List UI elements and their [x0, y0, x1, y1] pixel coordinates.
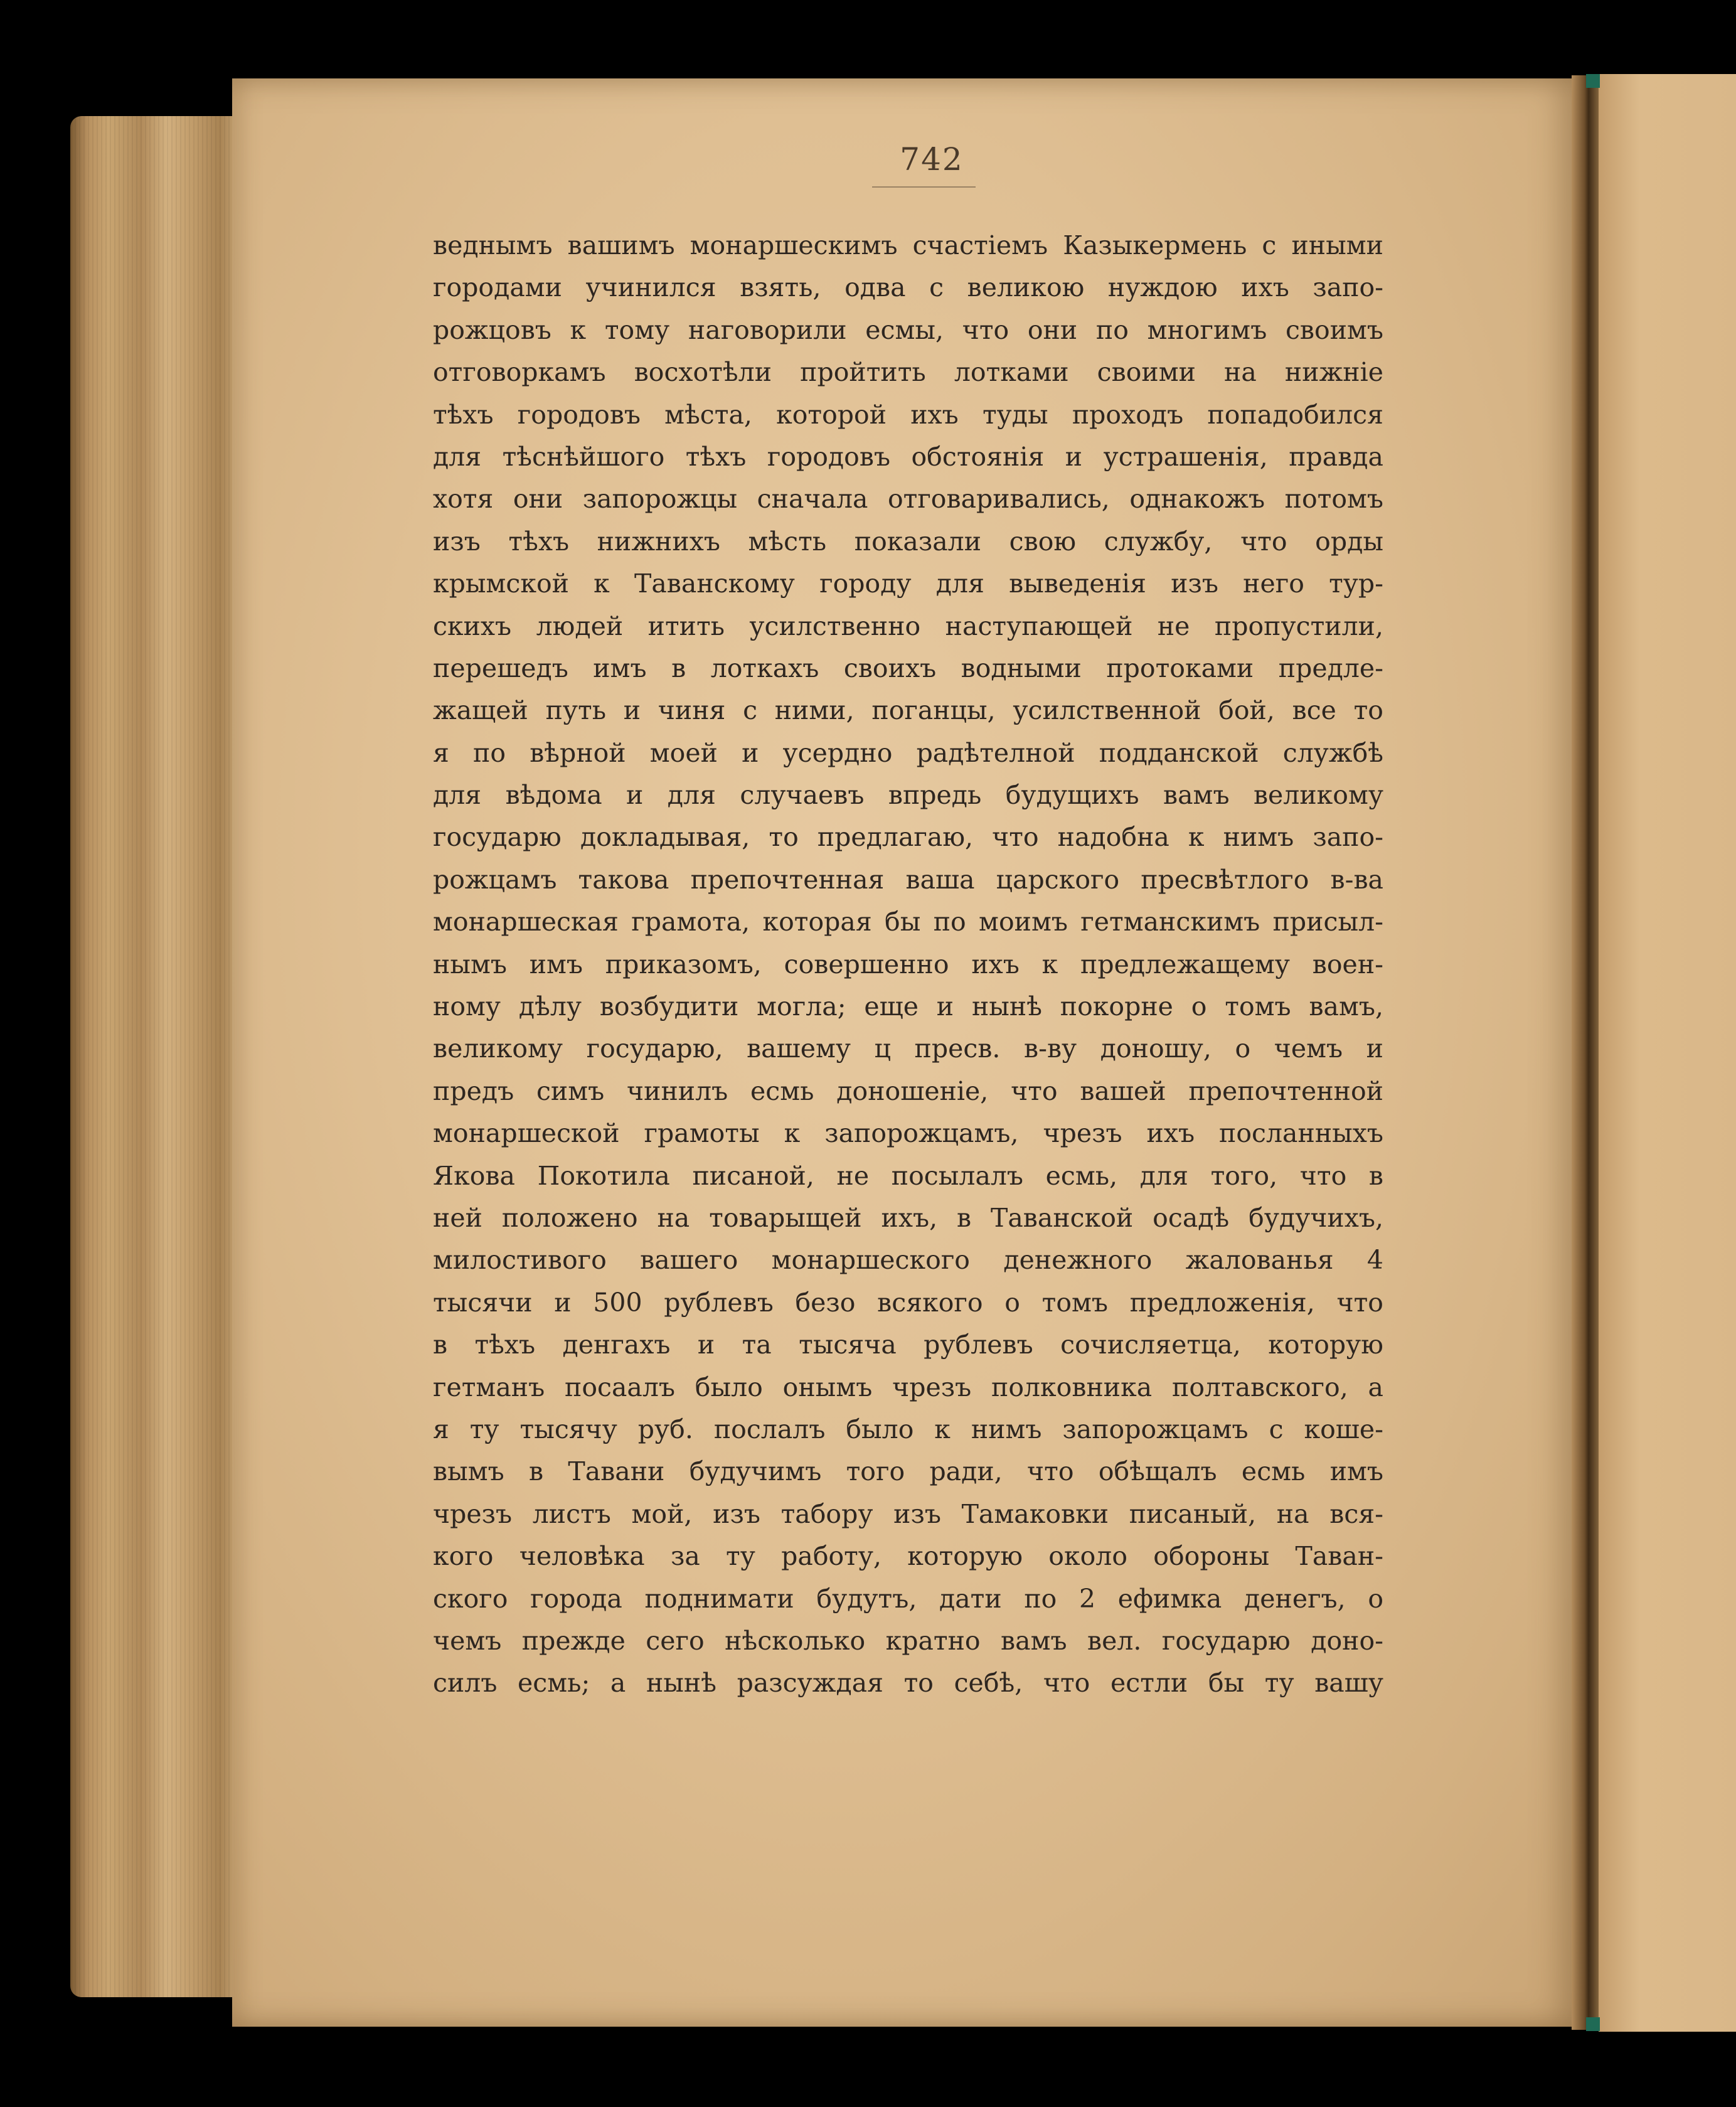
text-line: ней положено на товарыщей ихъ, в Таванской осадѣ будучихъ,: [433, 1202, 1383, 1233]
text-line: скихъ людей итить усилственно наступающей не пропустили,: [433, 611, 1383, 641]
facing-page-edge: [1599, 74, 1736, 2032]
text-line: тѣхъ городовъ мѣста, которой ихъ туды проходъ попадобился: [433, 399, 1383, 430]
text-line: вымъ в Тавани будучимъ того ради, что обѣщалъ есмь имъ: [433, 1456, 1383, 1487]
text-line: государю докладывая, то предлагаю, что надобна к нимъ запо-: [433, 822, 1383, 853]
text-line: изъ тѣхъ нижнихъ мѣсть показали свою службу, что орды: [433, 526, 1383, 557]
page-number-rule: [872, 186, 976, 188]
body-text: [433, 225, 1383, 1705]
book-gutter: [1572, 75, 1600, 2030]
text-line: предъ симъ чинилъ есмь доношеніе, что вашей препочтенной: [433, 1075, 1383, 1106]
binding-strip-top: [1586, 74, 1600, 88]
book-page-edges: [70, 116, 246, 1997]
text-line: Якова Покотила писаной, не посылалъ есмь, для того, что в: [433, 1160, 1383, 1191]
text-line: жащей путь и чиня с ними, поганцы, усилственной бой, все то: [433, 695, 1383, 726]
text-line: кого человѣка за ту работу, которую около обороны Таван-: [433, 1541, 1383, 1572]
text-line: для вѣдома и для случаевъ впредь будущихъ вамъ великому: [433, 780, 1383, 811]
page-number: 742: [900, 141, 964, 178]
text-line: рожцовъ к тому наговорили есмы, что они по многимъ своимъ: [433, 314, 1383, 345]
text-line: отговоркамъ восхотѣли пройтить лотками своими на нижніе: [433, 357, 1383, 388]
text-line: веднымъ вашимъ монаршескимъ счастіемъ Казыкермень с иными: [433, 230, 1383, 260]
text-line: ному дѣлу возбудити могла; еще и нынѣ покорне о томъ вамъ,: [433, 991, 1383, 1022]
text-line: я по вѣрной моей и усердно радѣтелной подданской службѣ: [433, 737, 1383, 768]
text-line: чемъ прежде сего нѣсколько кратно вамъ вел. государю доно-: [433, 1625, 1383, 1656]
text-line: городами учинился взять, одва с великою нуждою ихъ запо-: [433, 272, 1383, 303]
text-line: я ту тысячу руб. послалъ было к нимъ запорожцамъ с коше-: [433, 1414, 1383, 1444]
text-line: силъ есмь; а нынѣ разсуждая то себѣ, что естли бы ту вашу: [433, 1668, 1383, 1699]
text-line: великому государю, вашему ц пресв. в-ву доношу, о чемъ и: [433, 1033, 1383, 1064]
text-line: гетманъ посаалъ было онымъ чрезъ полковника полтавского, а: [433, 1372, 1383, 1402]
text-line: в тѣхъ денгахъ и та тысяча рублевъ сочисляетца, которую: [433, 1330, 1383, 1360]
text-line: рожцамъ такова препочтенная ваша царского пресвѣтлого в-ва: [433, 864, 1383, 895]
text-line: перешедъ имъ в лоткахъ своихъ водными протоками предле-: [433, 653, 1383, 683]
text-line: монаршеская грамота, которая бы по моимъ гетманскимъ присыл-: [433, 907, 1383, 937]
text-line: чрезъ листъ мой, изъ табору изъ Тамаковки писаный, на вся-: [433, 1498, 1383, 1529]
text-line: нымъ имъ приказомъ, совершенно ихъ к предлежащему воен-: [433, 949, 1383, 979]
text-line: для тѣснѣйшого тѣхъ городовъ обстоянія и устрашенія, правда: [433, 441, 1383, 472]
text-line: крымской к Таванскому городу для выведенія изъ него тур-: [433, 568, 1383, 599]
text-line: тысячи и 500 рублевъ безо всякого о томъ предложенія, что: [433, 1287, 1383, 1318]
text-line: монаршеской грамоты к запорожцамъ, чрезъ ихъ посланныхъ: [433, 1118, 1383, 1149]
binding-strip-bottom: [1586, 2017, 1600, 2031]
text-line: хотя они запорожцы сначала отговаривались, однакожъ потомъ: [433, 484, 1383, 515]
text-line: милостивого вашего монаршеского денежного жалованья 4: [433, 1245, 1383, 1276]
text-line: ского города поднимати будутъ, дати по 2 ефимка денегъ, о: [433, 1583, 1383, 1614]
